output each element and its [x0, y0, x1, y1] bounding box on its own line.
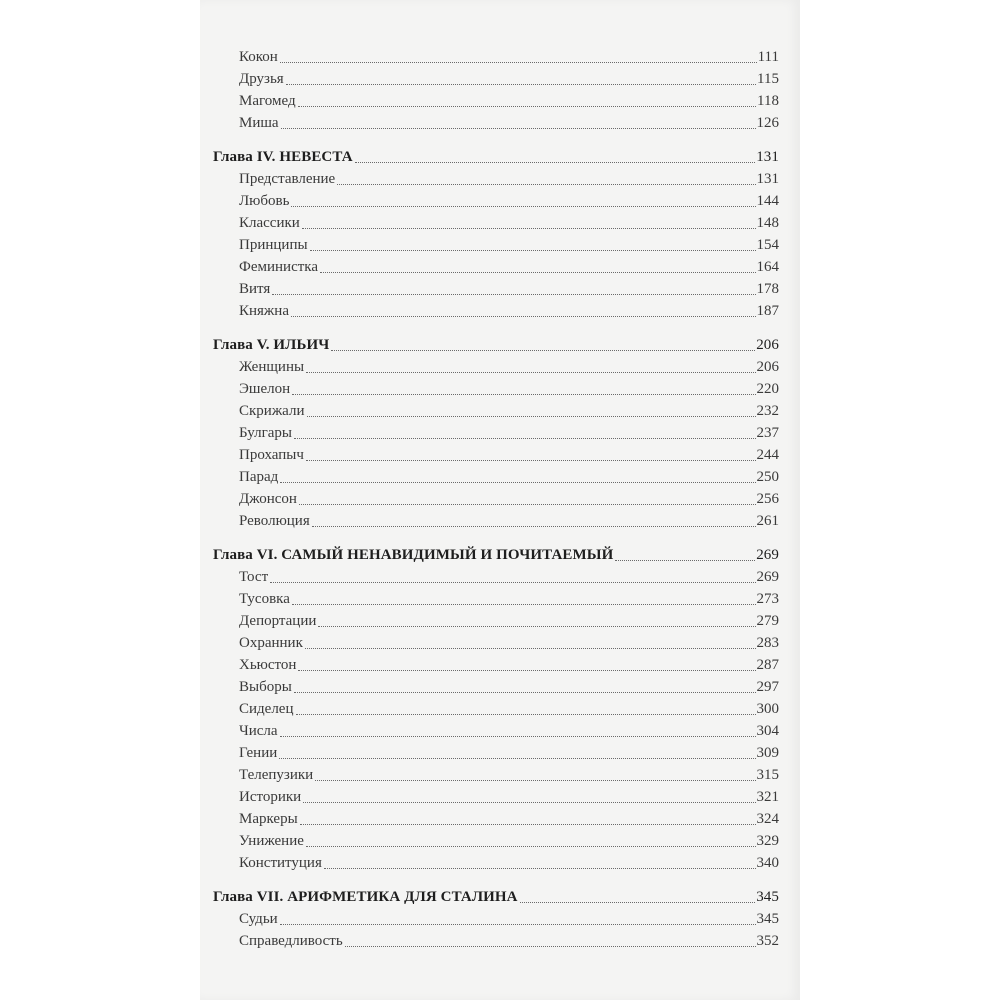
section-title: Тост	[239, 569, 269, 585]
dot-leader	[306, 371, 755, 373]
section-title: Маркеры	[239, 811, 298, 827]
toc-section-row	[213, 90, 779, 112]
dot-leader	[324, 867, 756, 869]
dot-leader	[298, 669, 755, 671]
toc-section-row	[213, 908, 779, 930]
toc-section-row	[213, 610, 779, 632]
dot-leader	[315, 779, 755, 781]
page-number: 256	[756, 491, 779, 507]
section-title: Княжна	[239, 303, 289, 319]
toc-section-row	[213, 190, 779, 212]
toc-section-row	[213, 510, 779, 532]
chapter-spacer	[213, 134, 779, 146]
page-number: 244	[756, 447, 779, 463]
page-number: 283	[756, 635, 779, 651]
page-number: 352	[756, 933, 779, 949]
page-number: 345	[756, 889, 779, 905]
dot-leader	[280, 735, 756, 737]
toc-section-row	[213, 256, 779, 278]
chapter-title: Глава VI. САМЫЙ НЕНАВИДИМЫЙ И ПОЧИТАЕМЫЙ	[213, 547, 614, 563]
page-number: 164	[756, 259, 779, 275]
section-title: Феминистка	[239, 259, 319, 275]
section-title: Гении	[239, 745, 278, 761]
dot-leader	[298, 105, 756, 107]
dot-leader	[281, 127, 756, 129]
page-number: 297	[756, 679, 779, 695]
section-title: Телепузики	[239, 767, 314, 783]
dot-leader	[280, 481, 755, 483]
page-number: 126	[756, 115, 779, 131]
toc-section-row	[213, 422, 779, 444]
chapter-spacer	[213, 532, 779, 544]
dot-leader	[355, 161, 756, 163]
section-title: Витя	[239, 281, 271, 297]
dot-leader	[292, 603, 756, 605]
page-number: 148	[756, 215, 779, 231]
toc-section-row	[213, 488, 779, 510]
section-title: Числа	[239, 723, 278, 739]
section-title: Представление	[239, 171, 336, 187]
section-title: Справедливость	[239, 933, 343, 949]
section-title: Сиделец	[239, 701, 294, 717]
page-number: 304	[756, 723, 779, 739]
dot-leader	[300, 823, 756, 825]
section-title: Охранник	[239, 635, 303, 651]
toc-section-row	[213, 808, 779, 830]
page-number: 118	[757, 93, 779, 109]
page-number: 324	[756, 811, 779, 827]
section-title: Конституция	[239, 855, 322, 871]
page-number: 269	[756, 569, 779, 585]
chapter-spacer	[213, 874, 779, 886]
section-title: Любовь	[239, 193, 290, 209]
section-title: Хьюстон	[239, 657, 297, 673]
dot-leader	[286, 83, 756, 85]
dot-leader	[306, 845, 756, 847]
toc-chapter-row	[213, 146, 779, 168]
page-number: 315	[756, 767, 779, 783]
page-number: 261	[756, 513, 779, 529]
page-number: 220	[756, 381, 779, 397]
dot-leader	[307, 415, 756, 417]
page-number: 250	[756, 469, 779, 485]
page-number: 154	[756, 237, 779, 253]
toc-chapter-row	[213, 544, 779, 566]
toc-section-row	[213, 720, 779, 742]
toc-section-row	[213, 46, 779, 68]
toc-section-row	[213, 764, 779, 786]
section-title: Революция	[239, 513, 310, 529]
page-number: 115	[757, 71, 779, 87]
dot-leader	[291, 205, 755, 207]
toc-chapter-row	[213, 886, 779, 908]
section-title: Эшелон	[239, 381, 291, 397]
page-number: 237	[756, 425, 779, 441]
toc-section-row	[213, 632, 779, 654]
page-number: 206	[756, 359, 779, 375]
dot-leader	[331, 349, 755, 351]
page-number: 111	[757, 49, 779, 65]
page-number: 309	[756, 745, 779, 761]
page-number: 300	[756, 701, 779, 717]
page-number: 273	[756, 591, 779, 607]
page-number: 279	[756, 613, 779, 629]
page-number: 345	[756, 911, 779, 927]
section-title: Прохапыч	[239, 447, 304, 463]
section-title: Булгары	[239, 425, 292, 441]
dot-leader	[615, 559, 755, 561]
page-number: 269	[756, 547, 779, 563]
section-title: Друзья	[239, 71, 284, 87]
page-number: 321	[756, 789, 779, 805]
dot-leader	[320, 271, 755, 273]
section-title: Миша	[239, 115, 279, 131]
page-number: 206	[756, 337, 779, 353]
dot-leader	[291, 315, 756, 317]
toc-chapter-row	[213, 334, 779, 356]
page-number: 329	[756, 833, 779, 849]
section-title: Унижение	[239, 833, 304, 849]
toc-section-row	[213, 676, 779, 698]
section-title: Кокон	[239, 49, 278, 65]
toc-section-row	[213, 356, 779, 378]
toc-section-row	[213, 742, 779, 764]
toc-section-row	[213, 566, 779, 588]
section-title: Магомед	[239, 93, 296, 109]
dot-leader	[302, 227, 756, 229]
toc-section-row	[213, 444, 779, 466]
page-number: 178	[756, 281, 779, 297]
dot-leader	[310, 249, 756, 251]
section-title: Принципы	[239, 237, 308, 253]
toc-section-row	[213, 786, 779, 808]
toc-section-row	[213, 466, 779, 488]
dot-leader	[520, 901, 756, 903]
toc-section-row	[213, 830, 779, 852]
table-of-contents	[213, 46, 779, 952]
dot-leader	[272, 293, 755, 295]
section-title: Депортации	[239, 613, 317, 629]
toc-section-row	[213, 234, 779, 256]
toc-section-row	[213, 300, 779, 322]
section-title: Историки	[239, 789, 302, 805]
toc-section-row	[213, 168, 779, 190]
chapter-title: Глава V. ИЛЬИЧ	[213, 337, 330, 353]
section-title: Джонсон	[239, 491, 297, 507]
dot-leader	[318, 625, 755, 627]
toc-section-row	[213, 654, 779, 676]
toc-section-row	[213, 930, 779, 952]
dot-leader	[299, 503, 756, 505]
toc-section-row	[213, 698, 779, 720]
dot-leader	[280, 61, 757, 63]
dot-leader	[345, 945, 756, 947]
chapter-spacer	[213, 322, 779, 334]
dot-leader	[279, 757, 755, 759]
dot-leader	[294, 691, 756, 693]
dot-leader	[280, 923, 756, 925]
section-title: Классики	[239, 215, 300, 231]
dot-leader	[305, 647, 756, 649]
dot-leader	[270, 581, 755, 583]
section-title: Судьи	[239, 911, 278, 927]
dot-leader	[337, 183, 755, 185]
toc-section-row	[213, 588, 779, 610]
dot-leader	[306, 459, 756, 461]
page-number: 340	[756, 855, 779, 871]
dot-leader	[292, 393, 755, 395]
toc-section-row	[213, 852, 779, 874]
toc-section-row	[213, 112, 779, 134]
page-number: 232	[756, 403, 779, 419]
section-title: Тусовка	[239, 591, 290, 607]
toc-section-row	[213, 378, 779, 400]
page-number: 187	[756, 303, 779, 319]
chapter-title: Глава VII. АРИФМЕТИКА ДЛЯ СТАЛИНА	[213, 889, 518, 905]
page-number: 287	[756, 657, 779, 673]
section-title: Скрижали	[239, 403, 305, 419]
section-title: Выборы	[239, 679, 292, 695]
section-title: Женщины	[239, 359, 305, 375]
toc-section-row	[213, 212, 779, 234]
chapter-title: Глава IV. НЕВЕСТА	[213, 149, 353, 165]
page-number: 131	[756, 171, 779, 187]
page-number: 144	[756, 193, 779, 209]
dot-leader	[312, 525, 756, 527]
dot-leader	[303, 801, 755, 803]
toc-section-row	[213, 68, 779, 90]
toc-section-row	[213, 400, 779, 422]
page-number: 131	[756, 149, 779, 165]
dot-leader	[294, 437, 756, 439]
section-title: Парад	[239, 469, 279, 485]
dot-leader	[296, 713, 756, 715]
toc-section-row	[213, 278, 779, 300]
